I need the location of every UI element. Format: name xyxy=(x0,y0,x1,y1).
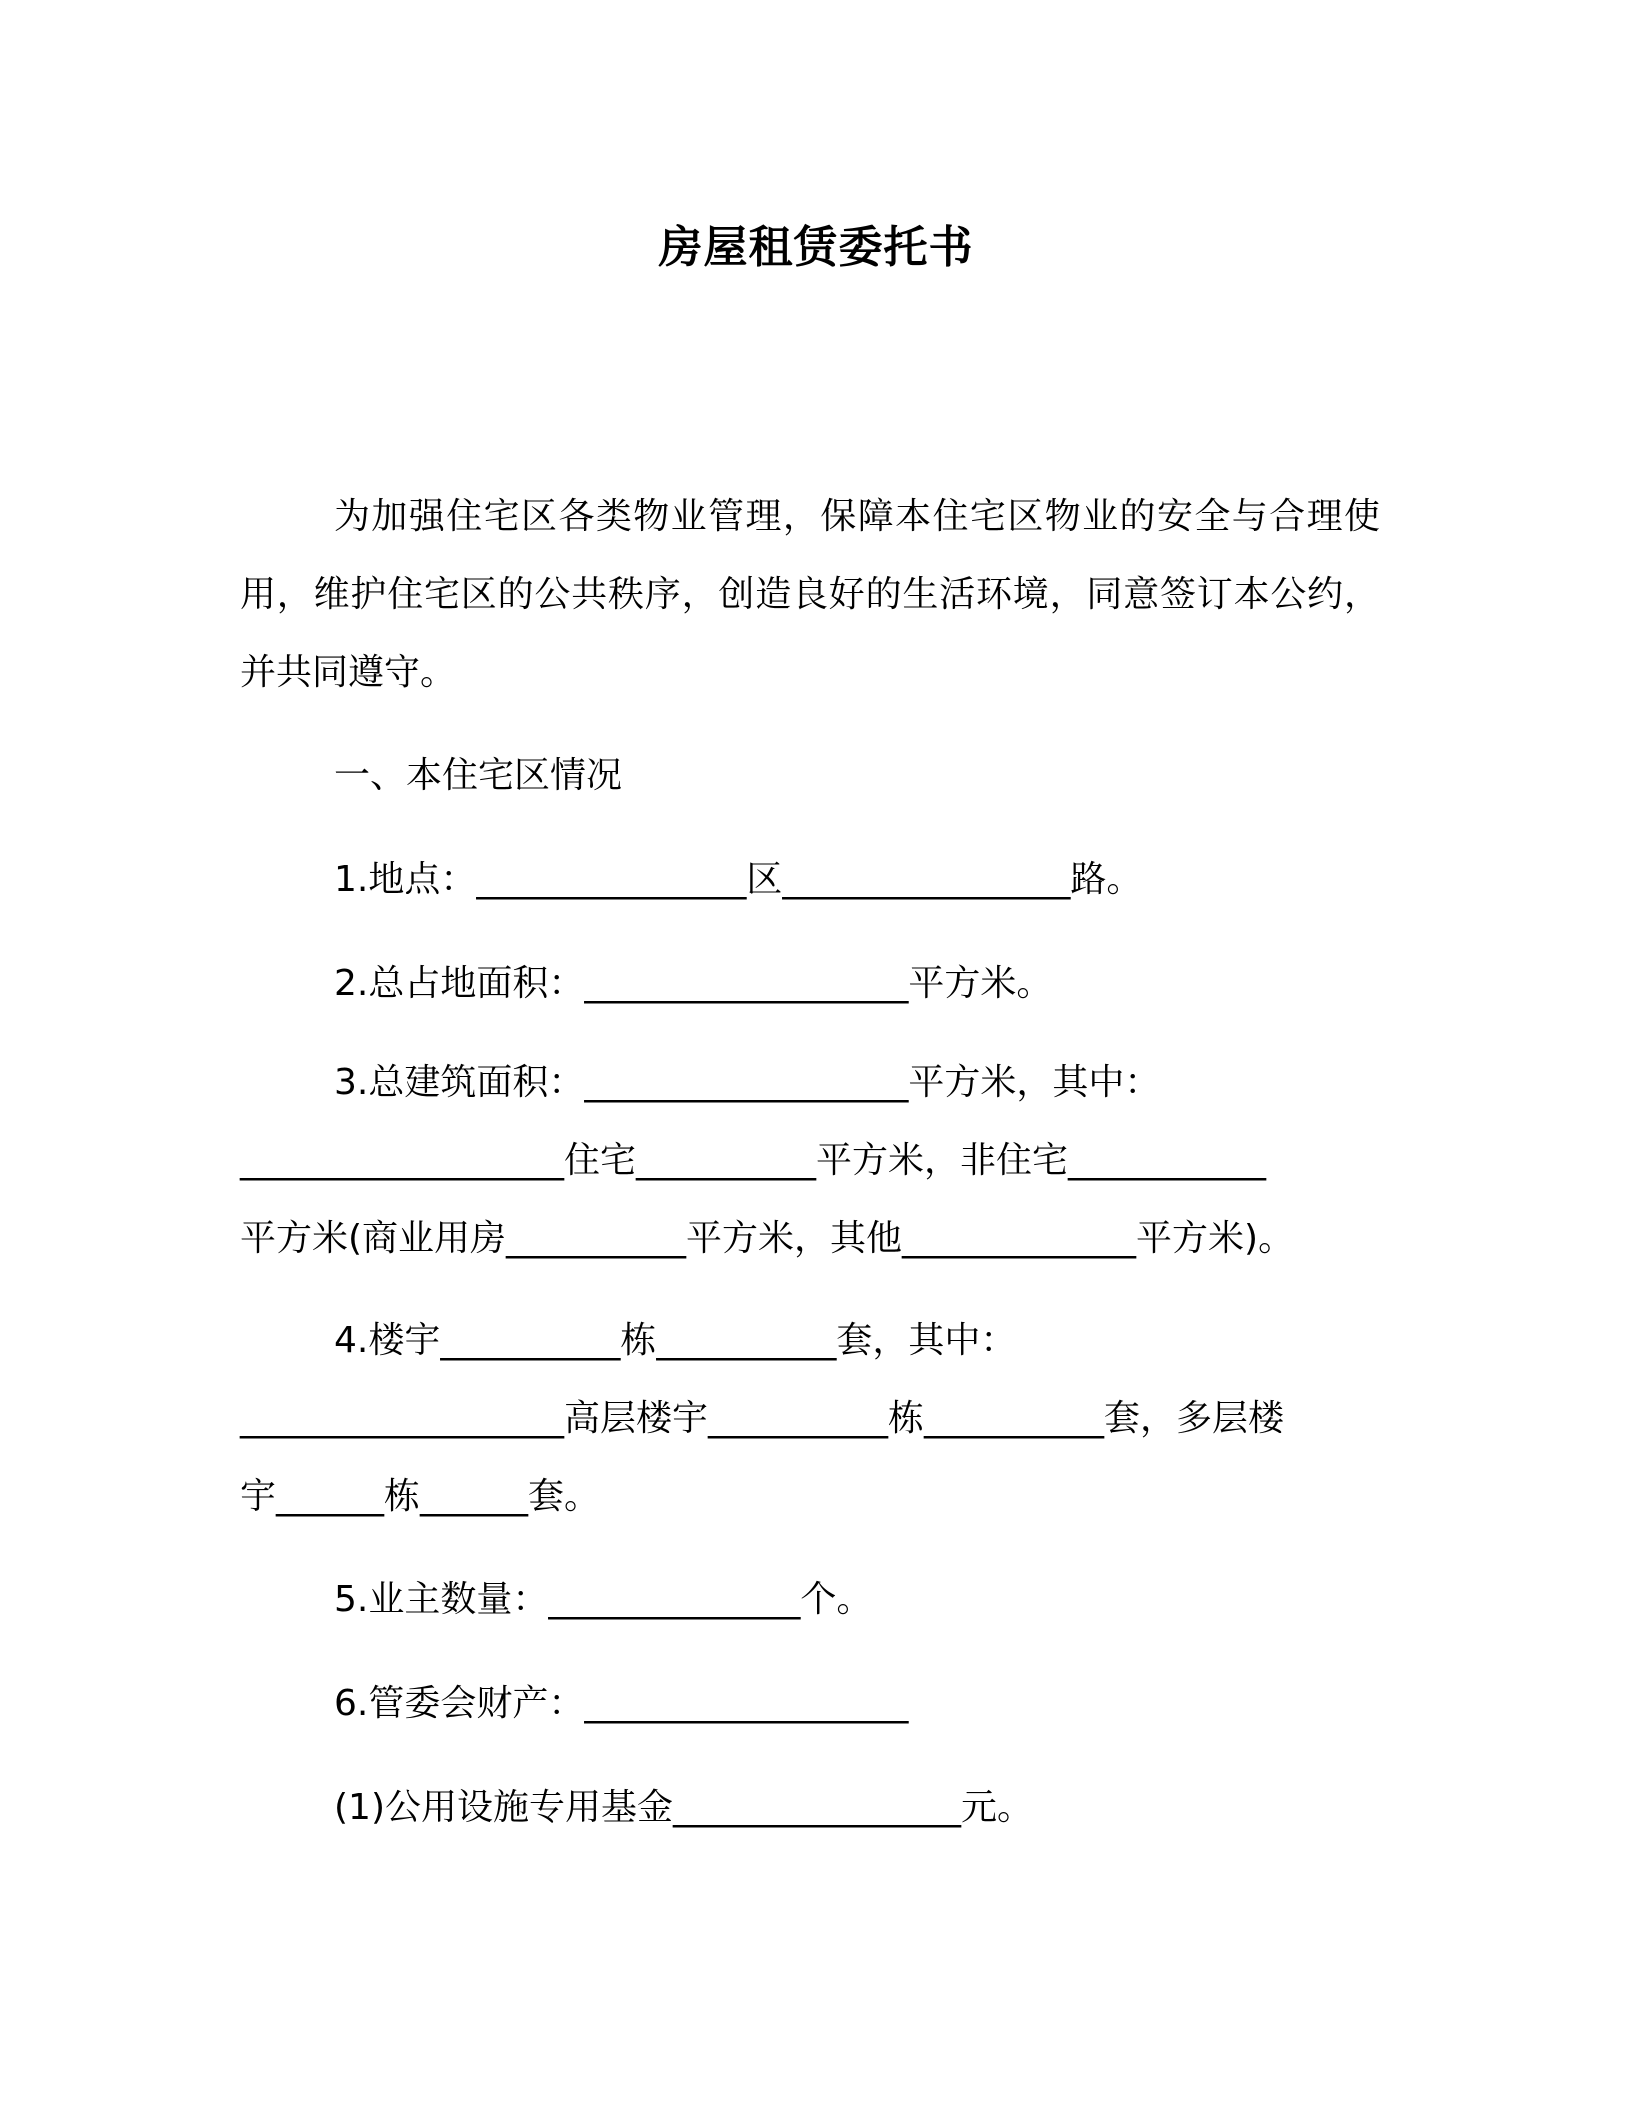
intro-paragraph: 为加强住宅区各类物业管理，保障本住宅区物业的安全与合理使用，维护住宅区的公共秩序，创造良好的生活环境，同意签订本公约，并共同遵守。 xyxy=(240,496,1380,693)
item-public-fund: (1)公用设施专用基金________________元。 xyxy=(334,1787,1033,1828)
item-location: 1.地点：_______________区________________路。 xyxy=(334,859,1143,900)
item-owner-count: 5.业主数量：______________个。 xyxy=(334,1579,873,1620)
item-committee-property: 6.管委会财产：__________________ xyxy=(334,1683,909,1724)
item-buildings-line: 宇______栋______套。 xyxy=(240,1476,601,1517)
item-buildings xyxy=(240,1302,1284,1536)
item-buildings-line: __________________高层楼宇__________栋__________套，多层楼 xyxy=(240,1398,1285,1439)
item-building-area xyxy=(240,1044,1294,1278)
item-buildings-line: 4.楼宇__________栋__________套，其中： xyxy=(334,1320,1017,1361)
item-building-area-line: __________________住宅__________平方米，非住宅___________ xyxy=(240,1140,1267,1181)
document-title: 房屋租赁委托书 xyxy=(658,222,974,273)
item-land-area: 2.总占地面积：__________________平方米。 xyxy=(334,963,1053,1004)
item-building-area-line: 平方米(商业用房__________平方米，其他_____________平方米)。 xyxy=(240,1218,1295,1259)
item-building-area-line: 3.总建筑面积：__________________平方米，其中： xyxy=(334,1062,1161,1103)
section-heading: 一、本住宅区情况 xyxy=(334,755,623,796)
